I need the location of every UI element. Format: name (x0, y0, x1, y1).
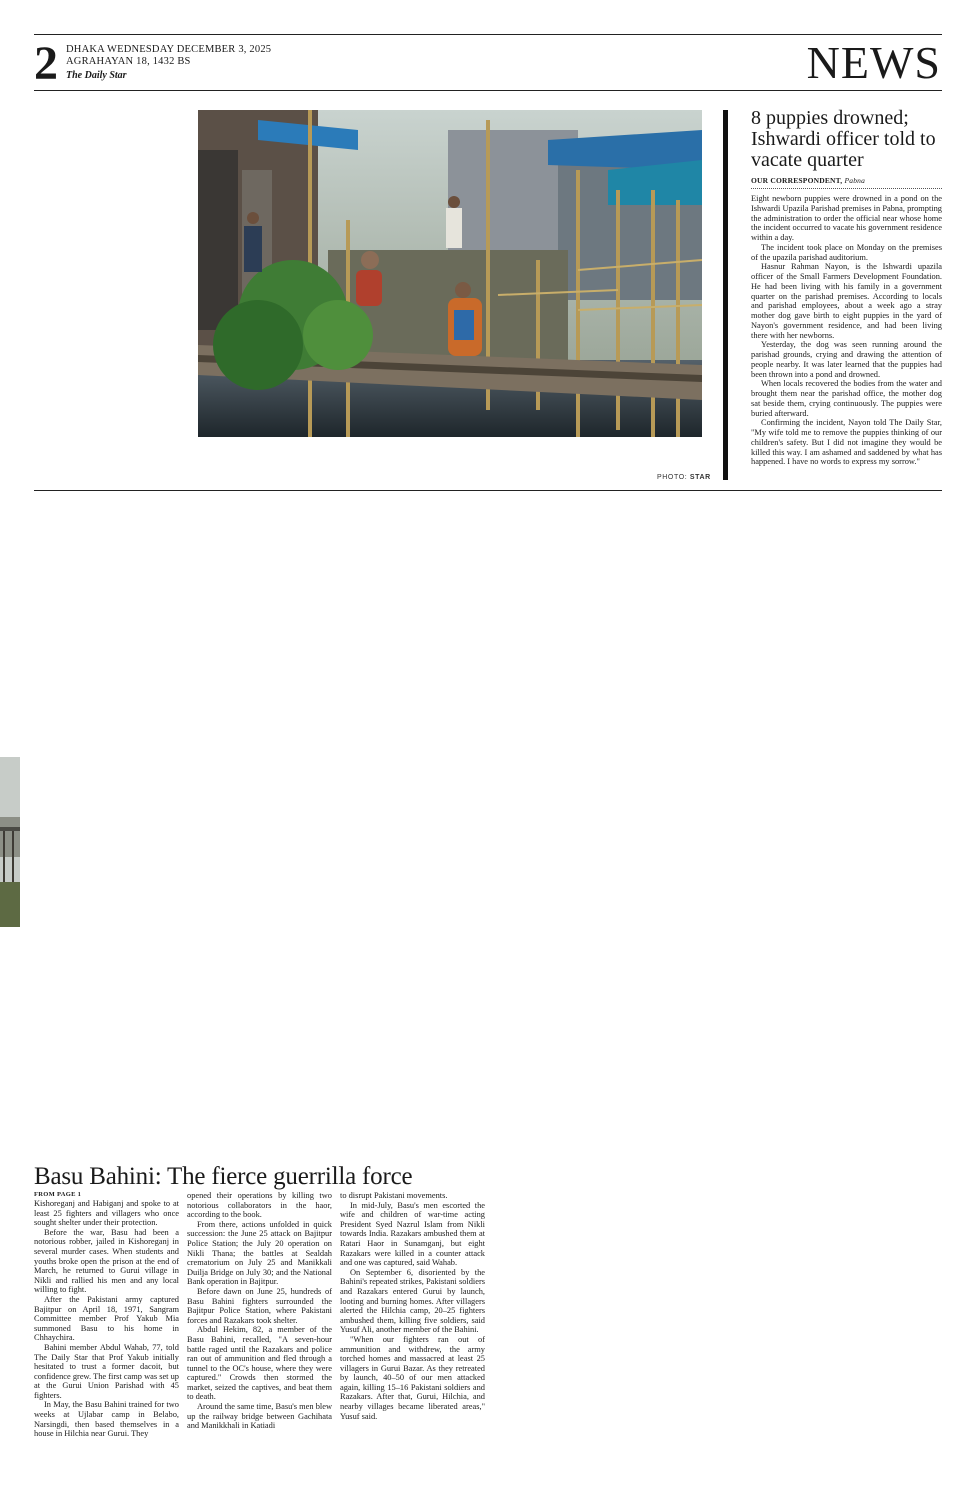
basu-paragraph: Abdul Hekim, 82, a member of the Basu Bahini, recalled, "A seven-hour battle raged until the Razakars and police ran out of ammunition and fled through a tunnel to the OC's house, where they were captured." Crowds then stormed the market, seized the captives, and beat them to death. (187, 1325, 332, 1402)
basu-headline: Basu Bahini: The fierce guerrilla force (34, 1163, 413, 1190)
jump-label: FROM PAGE 1 (34, 1191, 82, 1198)
bangla-date-text: AGRAHAYAN 18, 1432 BS (66, 56, 191, 67)
story-photo (198, 110, 702, 437)
basu-paragraph: "When our fighters ran out of ammunition and withdrew, the army torched homes and massacred at least 25 villagers in Gurui Bazar. As they retreated by launch, 40–50 of our men attacked again, killing 15–16 Pakistani soldiers and Razakars. After that, Gurui, Hilchia, and nearby villages became liberated areas," Yusuf said. (340, 1334, 485, 1421)
date-text: DHAKA WEDNESDAY DECEMBER 3, 2025 (66, 44, 272, 55)
story-paragraph: Yesterday, the dog was seen running around the parishad grounds, crying and drawing the attention of people nearby. It was later learned that the puppies had been thrown into a pond and drowned. (751, 340, 942, 379)
brand-logo: The Daily Star (66, 70, 127, 81)
story-paragraph: Confirming the incident, Nayon told The Daily Star, "My wife told me to remove the puppies thinking of our children's safety. But I did not imagine they would be killed this way. I am ashamed and saddened by what has happened. I have no words to express my sorrow." (751, 418, 942, 467)
story-accent-bar (723, 110, 728, 480)
story-headline: 8 puppies drowned; Ishwardi officer told to vacate quarter (751, 107, 936, 171)
basu-paragraph: On September 6, disoriented by the Bahini's repeated strikes, Pakistani soldiers and Razakars entered Gurui by launch, looting and burning homes. After villagers alerted the Hilchia camp, 20–25 fighters ambushed them, killing five soldiers, said Yusuf Ali, another member of the Bahini. (340, 1267, 485, 1335)
basu-article-body (34, 1191, 484, 1466)
edge-image-fragment (0, 757, 20, 927)
basu-paragraph: In May, the Basu Bahini trained for two weeks at Ujlabar camp in Belabo, Narsingdi, then based themselves in a house in Hilchia near Gurui. They (34, 1400, 179, 1439)
photo-credit (657, 474, 711, 481)
masthead-rule (34, 90, 942, 91)
photo-credit-label: PHOTO: (657, 474, 688, 481)
dateline (66, 44, 271, 68)
story-paragraph: Eight newborn puppies were drowned in a pond on the Ishwardi Upazila Parishad premises in Pabna, prompting the administration to order the official near whose home the incident occurred to vacate his government residence within a day. (751, 194, 942, 242)
story-paragraph: When locals recovered the bodies from the water and brought them near the parishad office, the mother dog sat beside them, crying continuously. The puppies were buried afterward. (751, 379, 942, 418)
basu-paragraph: Bahini member Abdul Wahab, 77, told The Daily Star that Prof Yakub initially hesitated to trust a former dacoit, but confidence grew. The first camp was set up at the Gurui Union Parishad with 45 fighters. (34, 1342, 179, 1400)
basu-paragraph: From there, actions unfolded in quick succession: the June 25 attack on Bajitpur Police Station; the July 20 operation on Nikli Thana; the battles at Sealdah crematorium on July 25 and Manikkali Duilja Bridge on July 30; and the National Bank operation in Bajitpur. (187, 1219, 332, 1287)
byline-divider (751, 188, 942, 189)
basu-paragraph: Before dawn on June 25, hundreds of Basu Bahini fighters surrounded the Bajitpur Police Station, where Pakistani forces and Razakars took shelter. (187, 1286, 332, 1325)
section-divider (34, 490, 942, 491)
basu-column-2 (187, 1191, 332, 1431)
page-number: 2 (34, 37, 58, 90)
top-rule (34, 34, 942, 35)
story-byline (751, 176, 943, 185)
basu-paragraph: Kishoreganj and Habiganj and spoke to at least 25 fighters and villagers who once sought shelter under their protection. (34, 1199, 179, 1228)
basu-paragraph: Before the war, Basu had been a notorious robber, jailed in Kishoreganj in several murder cases. When students and youths broke open the prison at the end of March, he returned to Gurui village in Nikli and rallied his men and any local willing to fight. (34, 1227, 179, 1295)
section-title: NEWS (806, 37, 941, 88)
edge-image-illustration (0, 757, 20, 927)
photo-illustration (198, 110, 702, 437)
photo-credit-name: STAR (689, 474, 711, 481)
byline-author: OUR CORRESPONDENT, (751, 176, 843, 185)
basu-paragraph: to disrupt Pakistani movements. (340, 1191, 448, 1200)
basu-column-3 (340, 1191, 485, 1421)
basu-paragraph: opened their operations by killing two notorious collaborators in the haor, according to the book. (187, 1191, 332, 1220)
story-paragraph: The incident took place on Monday on the premises of the upazila parishad auditorium. (751, 242, 942, 262)
byline-location: Pabna (844, 176, 866, 185)
basu-paragraph: In mid-July, Basu's men escorted the wife and children of war-time acting President Syed Nazrul Islam from Nikli towards India. Razakars ambushed them at Ratari Haor in Sunamganj, but eight Razakars were killed in a counter attack and one was captured, said Wahab. (340, 1200, 485, 1268)
story-body (751, 194, 942, 467)
basu-column-1 (34, 1191, 179, 1439)
basu-paragraph: Around the same time, Basu's men blew up the railway bridge between Gachihata and Manikkhali in Katiadi (187, 1402, 332, 1431)
basu-paragraph: After the Pakistani army captured Bajitpur on April 18, 1971, Sangram Committee member Prof Yakub Mia summoned Basu to his home in Chhaychira. (34, 1294, 179, 1343)
story-paragraph: Hasnur Rahman Nayon, is the Ishwardi upazila officer of the Small Farmers Development Foundation. He had been living with his family in a government quarter on the parishad premises. According to locals and parishad employees, about a week ago a stray mother dog gave birth to eight puppies in the yard of Nayon's government residence, and had been living there with her newborns. (751, 262, 942, 340)
